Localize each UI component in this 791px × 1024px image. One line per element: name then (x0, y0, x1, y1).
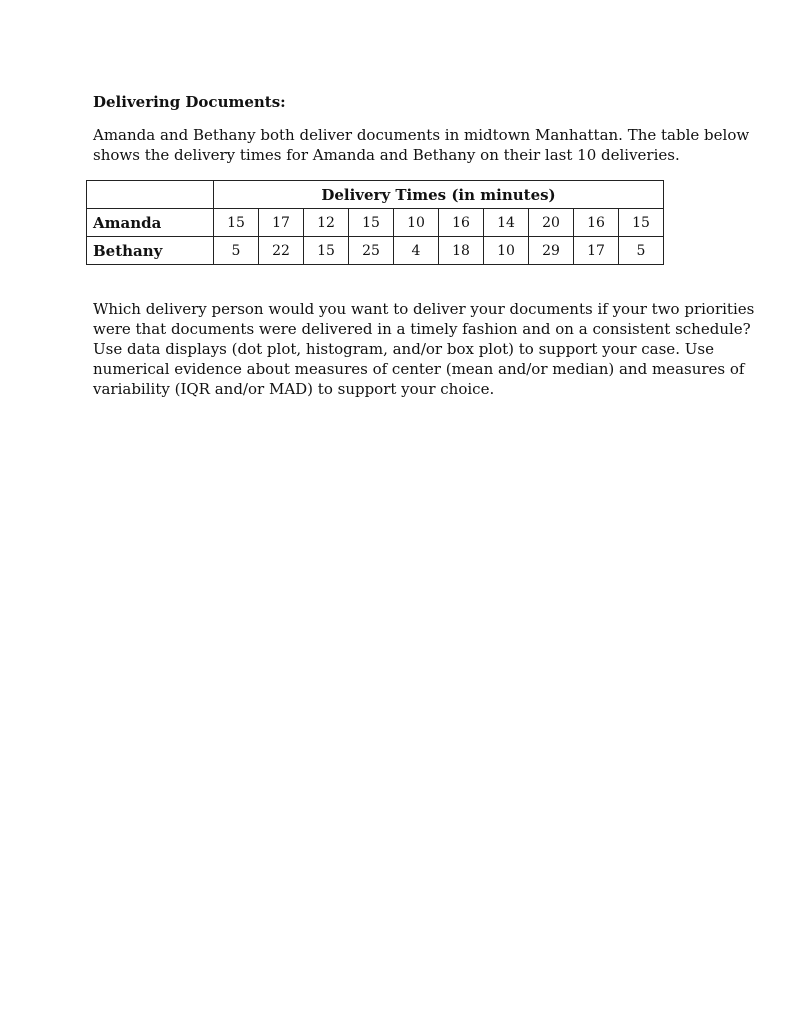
question-line: Use data displays (dot plot, histogram, and/or box plot) to support your case. Use (93, 340, 714, 358)
document-heading: Delivering Documents: (93, 93, 286, 111)
table-cell: 12 (304, 209, 349, 237)
question-line: variability (IQR and/or MAD) to support your choice. (93, 380, 495, 398)
intro-line: Amanda and Bethany both deliver documents in midtown Manhattan. The table below (93, 126, 750, 144)
table-cell: 29 (529, 237, 574, 265)
table-cell: 17 (574, 237, 619, 265)
table-cell: 22 (259, 237, 304, 265)
row-label-amanda: Amanda (87, 209, 214, 237)
table-cell: 25 (349, 237, 394, 265)
table-cell: 4 (394, 237, 439, 265)
table-header: Delivery Times (in minutes) (214, 181, 664, 209)
table-cell: 5 (619, 237, 664, 265)
question-line: numerical evidence about measures of center (mean and/or median) and measures of (93, 360, 745, 378)
table-corner-cell (87, 181, 214, 209)
table-row-amanda (87, 209, 664, 237)
table-cell: 15 (304, 237, 349, 265)
table-cell: 17 (259, 209, 304, 237)
table-row-bethany (87, 237, 664, 265)
table-header-row (87, 181, 664, 209)
delivery-times-table (86, 180, 664, 265)
question-line: Which delivery person would you want to deliver your documents if your two priorities (93, 300, 755, 318)
table-cell: 20 (529, 209, 574, 237)
table-cell: 15 (214, 209, 259, 237)
question-line: were that documents were delivered in a timely fashion and on a consistent schedule? (93, 320, 751, 338)
intro-paragraph (93, 125, 749, 165)
table-cell: 10 (484, 237, 529, 265)
intro-line: shows the delivery times for Amanda and Bethany on their last 10 deliveries. (93, 146, 680, 164)
row-label-bethany: Bethany (87, 237, 214, 265)
table-cell: 16 (574, 209, 619, 237)
question-paragraph (93, 299, 754, 399)
table-cell: 15 (349, 209, 394, 237)
table-cell: 14 (484, 209, 529, 237)
table-cell: 16 (439, 209, 484, 237)
table-cell: 10 (394, 209, 439, 237)
table-cell: 18 (439, 237, 484, 265)
table-cell: 15 (619, 209, 664, 237)
table-cell: 5 (214, 237, 259, 265)
